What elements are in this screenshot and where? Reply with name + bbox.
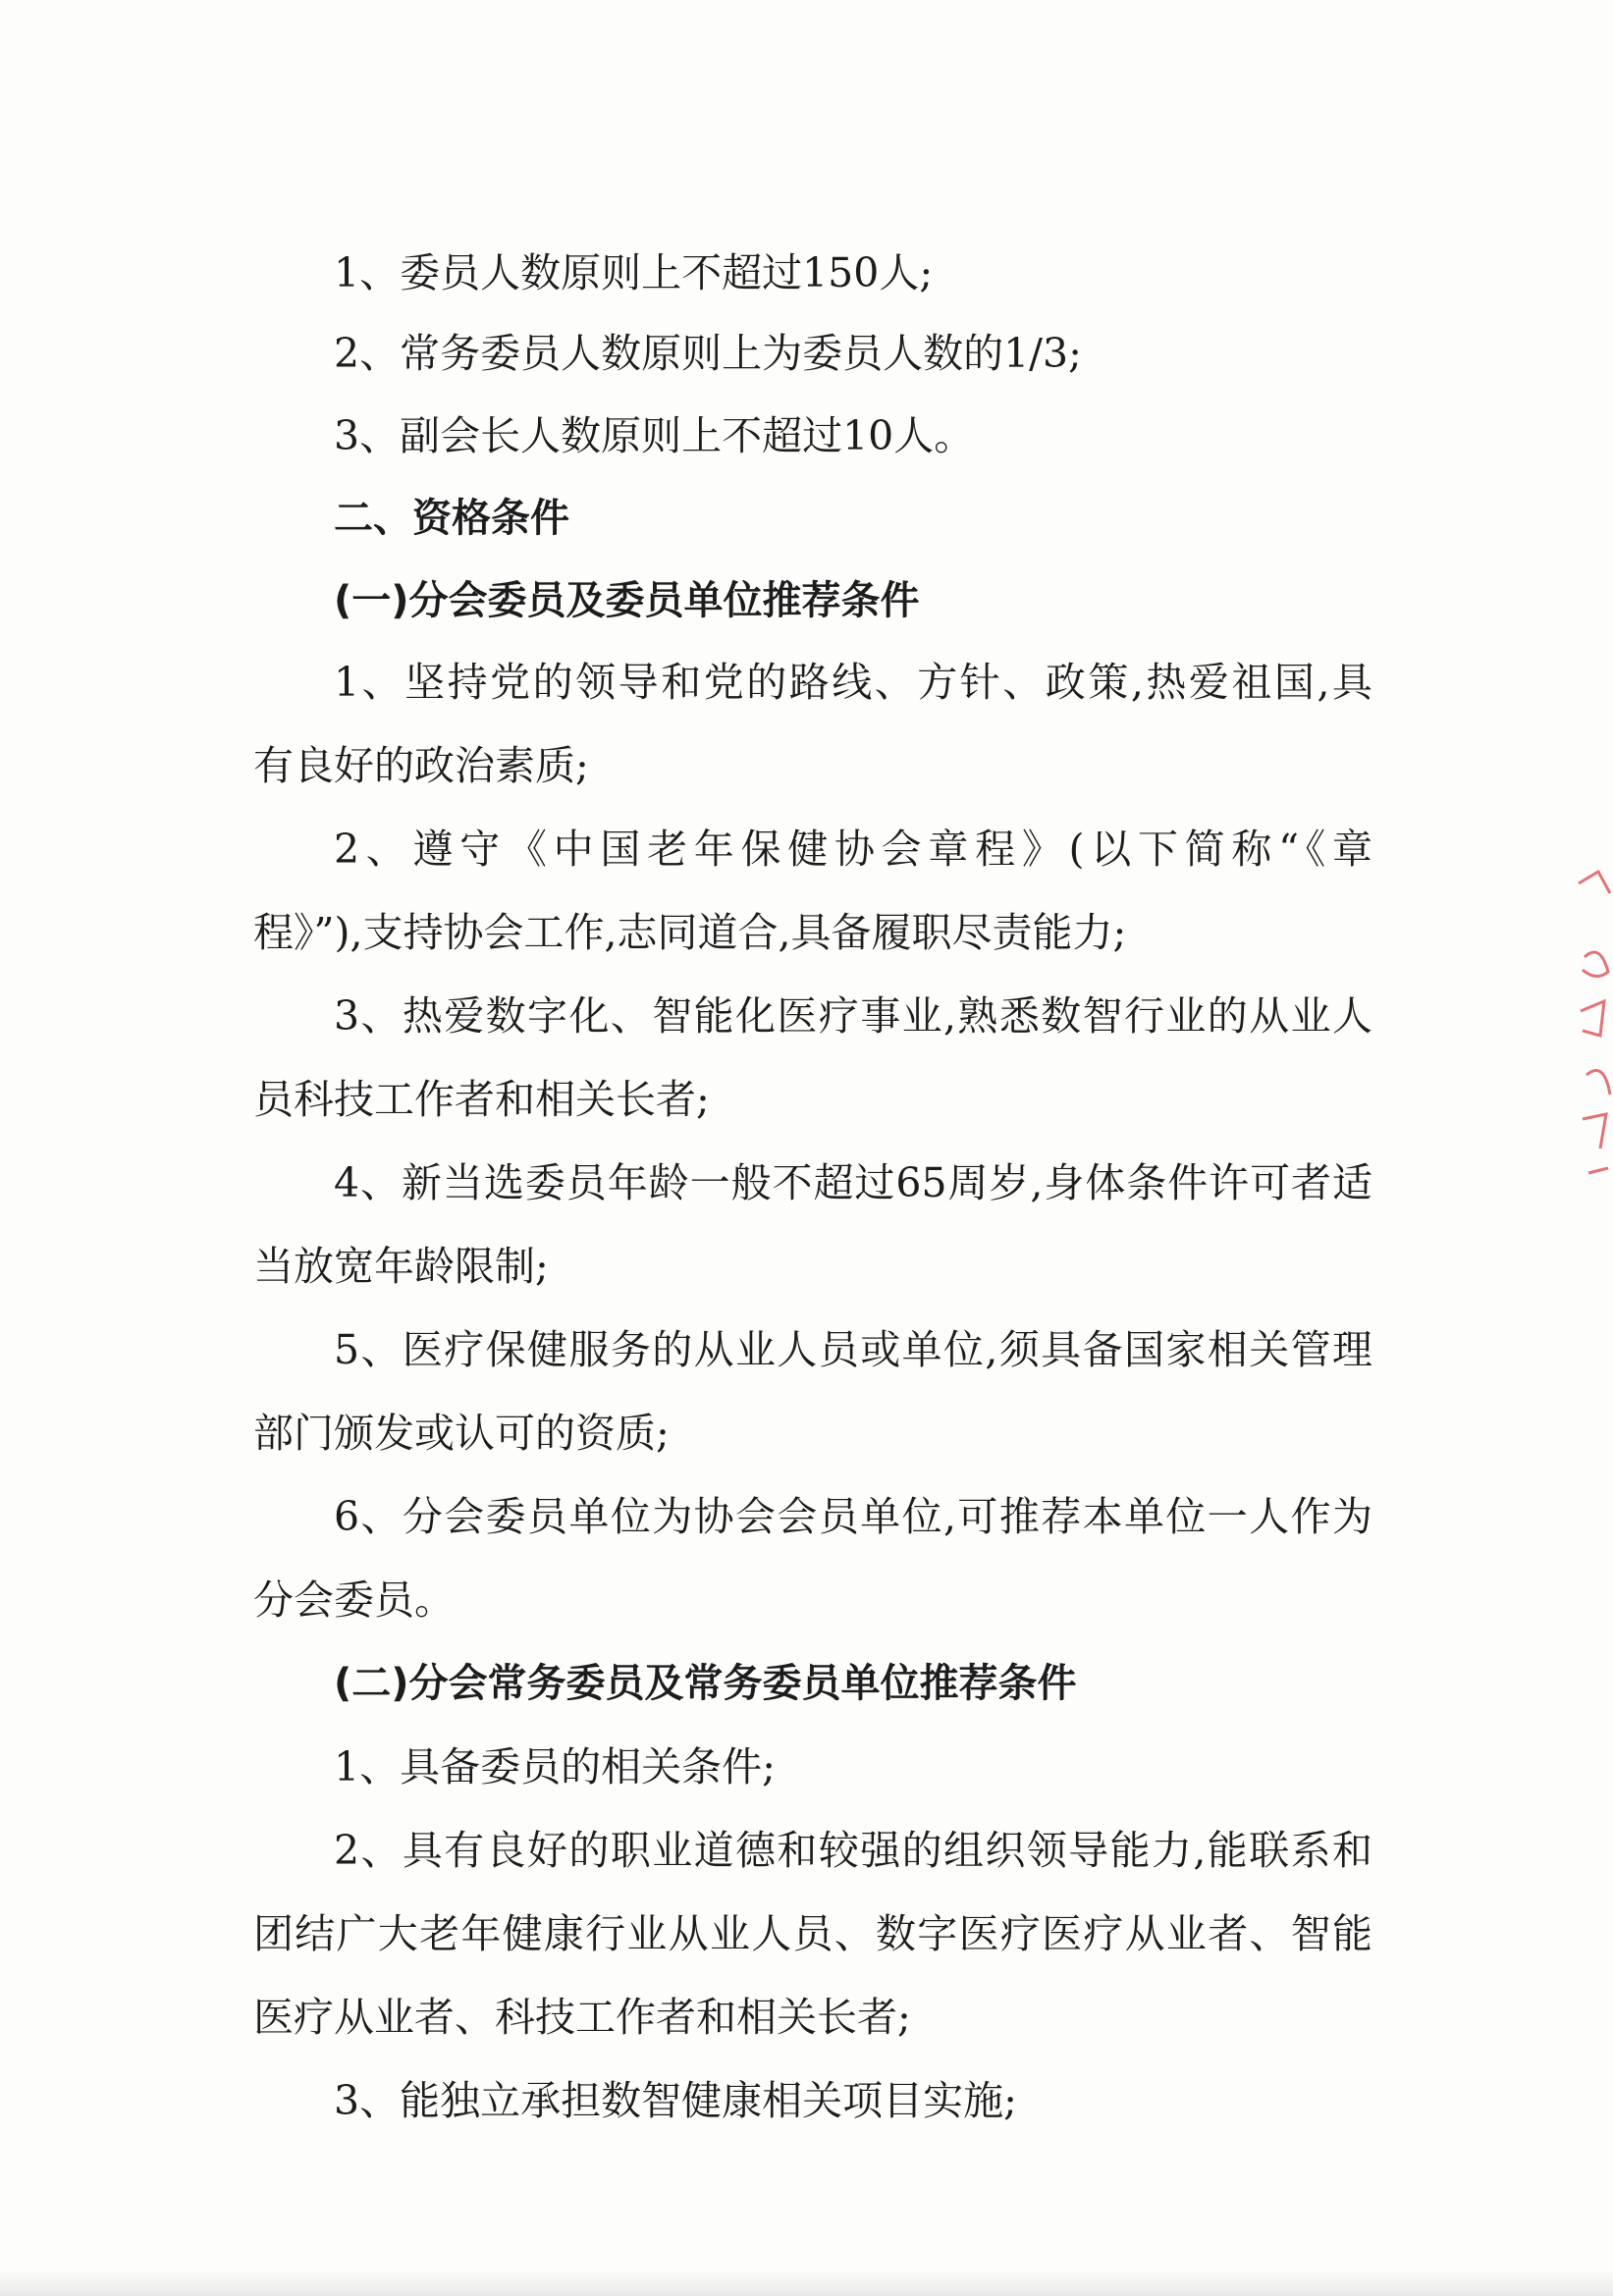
section-heading-qualifications: 二、资格条件 [334, 496, 569, 541]
member-condition-4: 4、新当选委员年龄一般不超过65周岁,身体条件许可者适 [334, 1159, 1372, 1206]
member-condition-3-cont: 员科技工作者和相关长者; [253, 1076, 710, 1123]
member-condition-4-cont: 当放宽年龄限制; [253, 1243, 549, 1290]
subsection-heading-member: (一)分会委员及委员单位推荐条件 [334, 578, 920, 623]
quota-item-1: 1、委员人数原则上不超过150人; [334, 249, 934, 296]
member-condition-5: 5、医疗保健服务的从业人员或单位,须具备国家相关管理 [334, 1326, 1372, 1373]
official-seal-fragment [1571, 864, 1613, 1198]
subsection-heading-standing-member: (二)分会常务委员及常务委员单位推荐条件 [334, 1661, 1077, 1706]
member-condition-1: 1、坚持党的领导和党的路线、方针、政策,热爱祖国,具 [334, 659, 1372, 706]
member-condition-6: 6、分会委员单位为协会会员单位,可推荐本单位一人作为 [334, 1493, 1372, 1540]
standing-condition-2: 2、具有良好的职业道德和较强的组织领导能力,能联系和 [334, 1827, 1372, 1874]
member-condition-2-cont: 程》”),支持协会工作,志同道合,具备履职尽责能力; [253, 909, 1127, 956]
standing-condition-2-cont-b: 医疗从业者、科技工作者和相关长者; [253, 1994, 911, 2041]
standing-condition-1: 1、具备委员的相关条件; [334, 1743, 776, 1790]
standing-condition-2-cont-a: 团结广大老年健康行业从业人员、数字医疗医疗从业者、智能 [253, 1910, 1372, 1957]
member-condition-6-cont: 分会委员。 [253, 1576, 455, 1624]
standing-condition-3: 3、能独立承担数智健康相关项目实施; [334, 2077, 1017, 2124]
member-condition-3: 3、热爱数字化、智能化医疗事业,熟悉数智行业的从业人 [334, 992, 1372, 1040]
quota-item-3: 3、副会长人数原则上不超过10人。 [334, 412, 975, 459]
scan-edge-shadow [0, 2270, 1613, 2296]
member-condition-1-cont: 有良好的政治素质; [253, 742, 589, 789]
quota-item-2: 2、常务委员人数原则上为委员人数的1/3; [334, 330, 1082, 377]
member-condition-2: 2、遵守《中国老年保健协会章程》(以下简称“《章 [334, 826, 1372, 873]
member-condition-5-cont: 部门颁发或认可的资质; [253, 1410, 670, 1457]
